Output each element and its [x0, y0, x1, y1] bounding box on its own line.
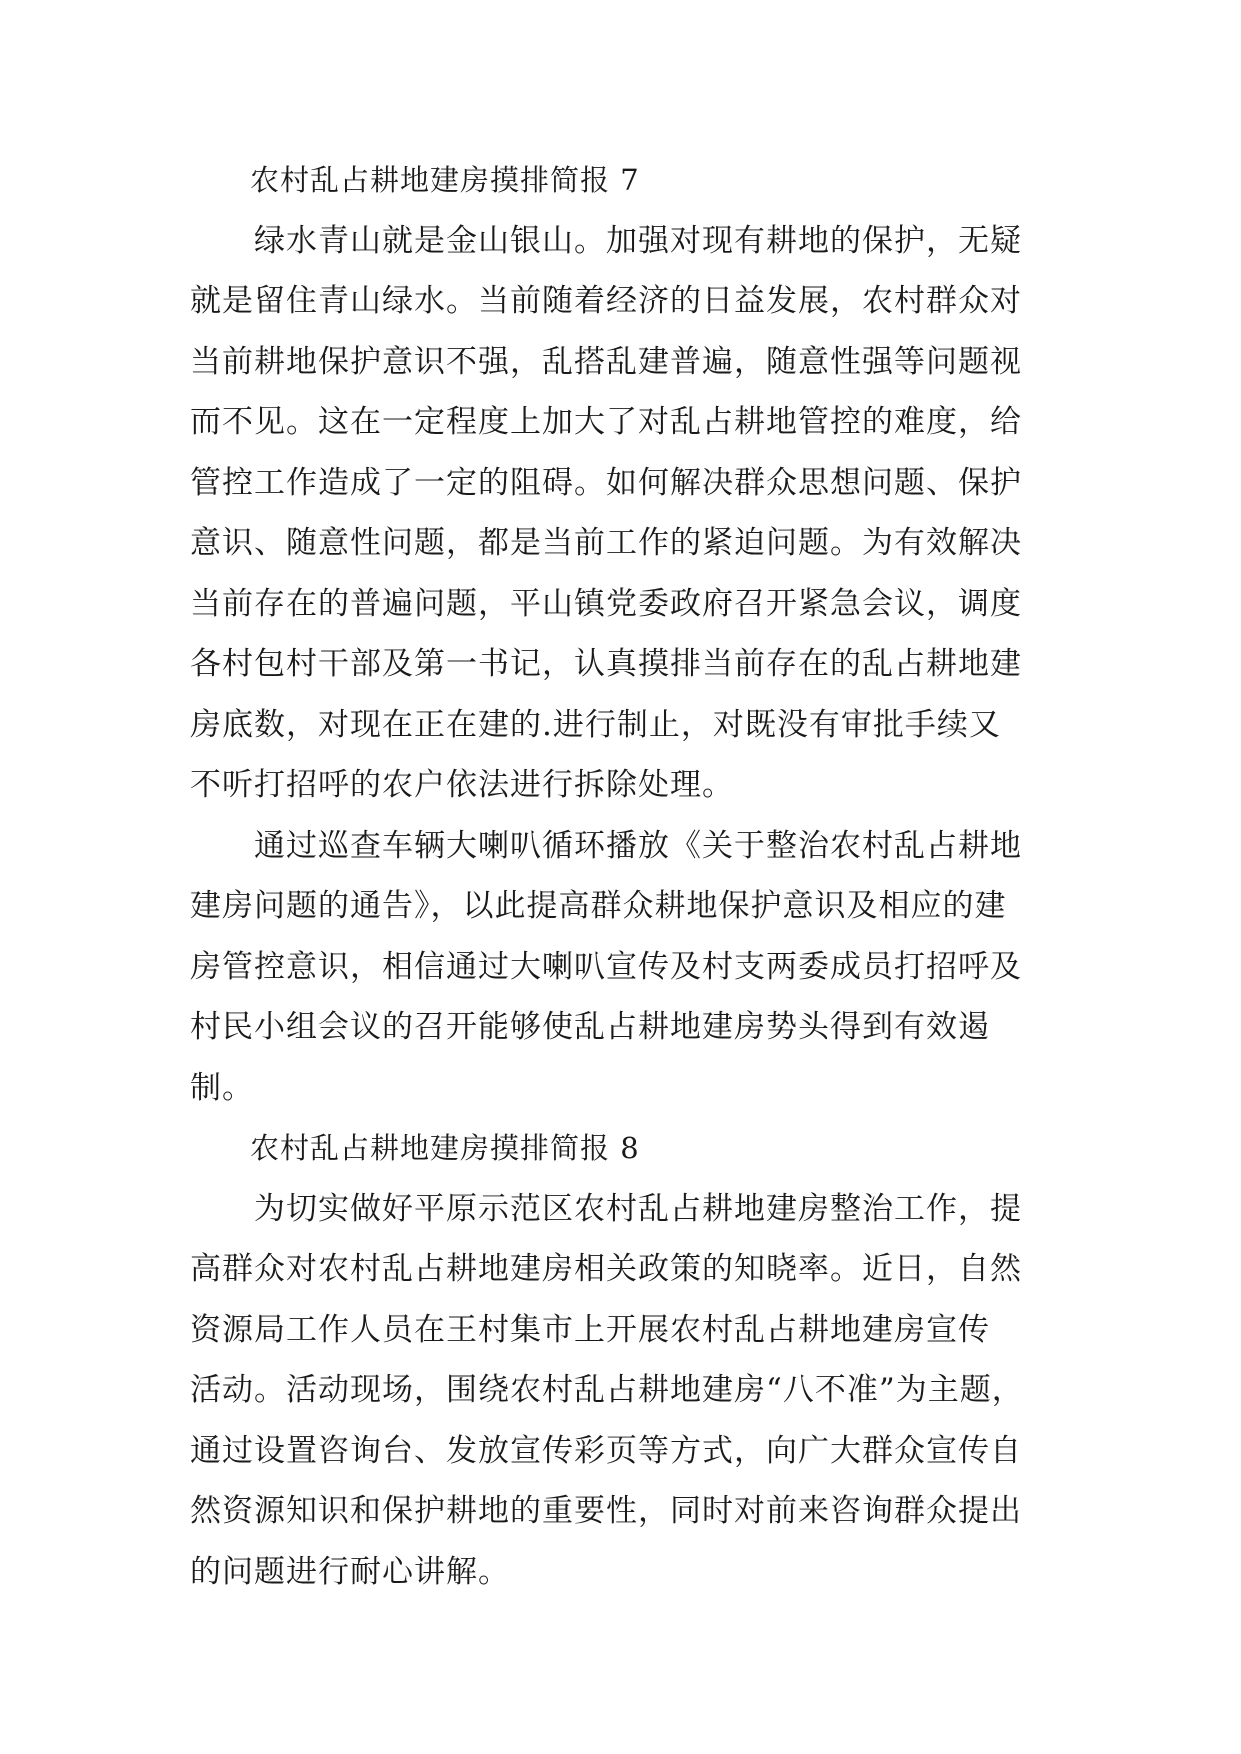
paragraph-line: 活动。活动现场，围绕农村乱占耕地建房“八不准”为主题，: [190, 1372, 1024, 1408]
paragraph-line: 村民小组会议的召开能够使乱占耕地建房势头得到有效遏: [190, 1009, 990, 1045]
paragraph-line: 的问题进行耐心讲解。: [190, 1553, 510, 1590]
section-heading-8: 农村乱占耕地建房摸排简报 8: [190, 1131, 640, 1165]
paragraph-line: 绿水青山就是金山银山。加强对现有耕地的保护，无疑: [190, 222, 1022, 259]
paragraph-line: 制。: [190, 1069, 254, 1106]
paragraph-line: 然资源知识和保护耕地的重要性，同时对前来咨询群众提出: [190, 1493, 1022, 1529]
paragraph-line: 通过巡查车辆大喇叭循环播放《关于整治农村乱占耕地: [190, 827, 1022, 864]
paragraph-line: 管控工作造成了一定的阻碍。如何解决群众思想问题、保护: [190, 464, 1022, 501]
paragraph-line: 房管控意识，相信通过大喇叭宣传及村支两委成员打招呼及: [190, 948, 1022, 985]
document-page: [190, 150, 1050, 1602]
paragraph-line: 建房问题的通告》，以此提高群众耕地保护意识及相应的建: [190, 888, 1007, 924]
paragraph-line: 为切实做好平原示范区农村乱占耕地建房整治工作，提: [190, 1190, 1022, 1227]
paragraph-line: 各村包村干部及第一书记，认真摸排当前存在的乱占耕地建: [190, 646, 1022, 682]
paragraph-line: 资源局工作人员在王村集市上开展农村乱占耕地建房宣传: [190, 1311, 990, 1348]
paragraph-line: 当前存在的普遍问题，平山镇党委政府召开紧急会议，调度: [190, 585, 1022, 622]
paragraph-line: 高群众对农村乱占耕地建房相关政策的知晓率。近日，自然: [190, 1251, 1022, 1287]
paragraph-line: 房底数，对现在正在建的.进行制止，对既没有审批手续又: [190, 706, 1001, 743]
paragraph-line: 当前耕地保护意识不强，乱搭乱建普遍，随意性强等问题视: [190, 343, 1022, 380]
paragraph-line: 意识、随意性问题，都是当前工作的紧迫问题。为有效解决: [190, 525, 1022, 561]
section-heading-7: 农村乱占耕地建房摸排简报 7: [190, 163, 640, 197]
paragraph-line: 不听打招呼的农户依法进行拆除处理。: [190, 767, 734, 803]
paragraph-line: 而不见。这在一定程度上加大了对乱占耕地管控的难度，给: [190, 404, 1022, 440]
paragraph-line: 就是留住青山绿水。当前随着经济的日益发展，农村群众对: [190, 283, 1022, 319]
paragraph-line: 通过设置咨询台、发放宣传彩页等方式，向广大群众宣传自: [190, 1432, 1022, 1469]
